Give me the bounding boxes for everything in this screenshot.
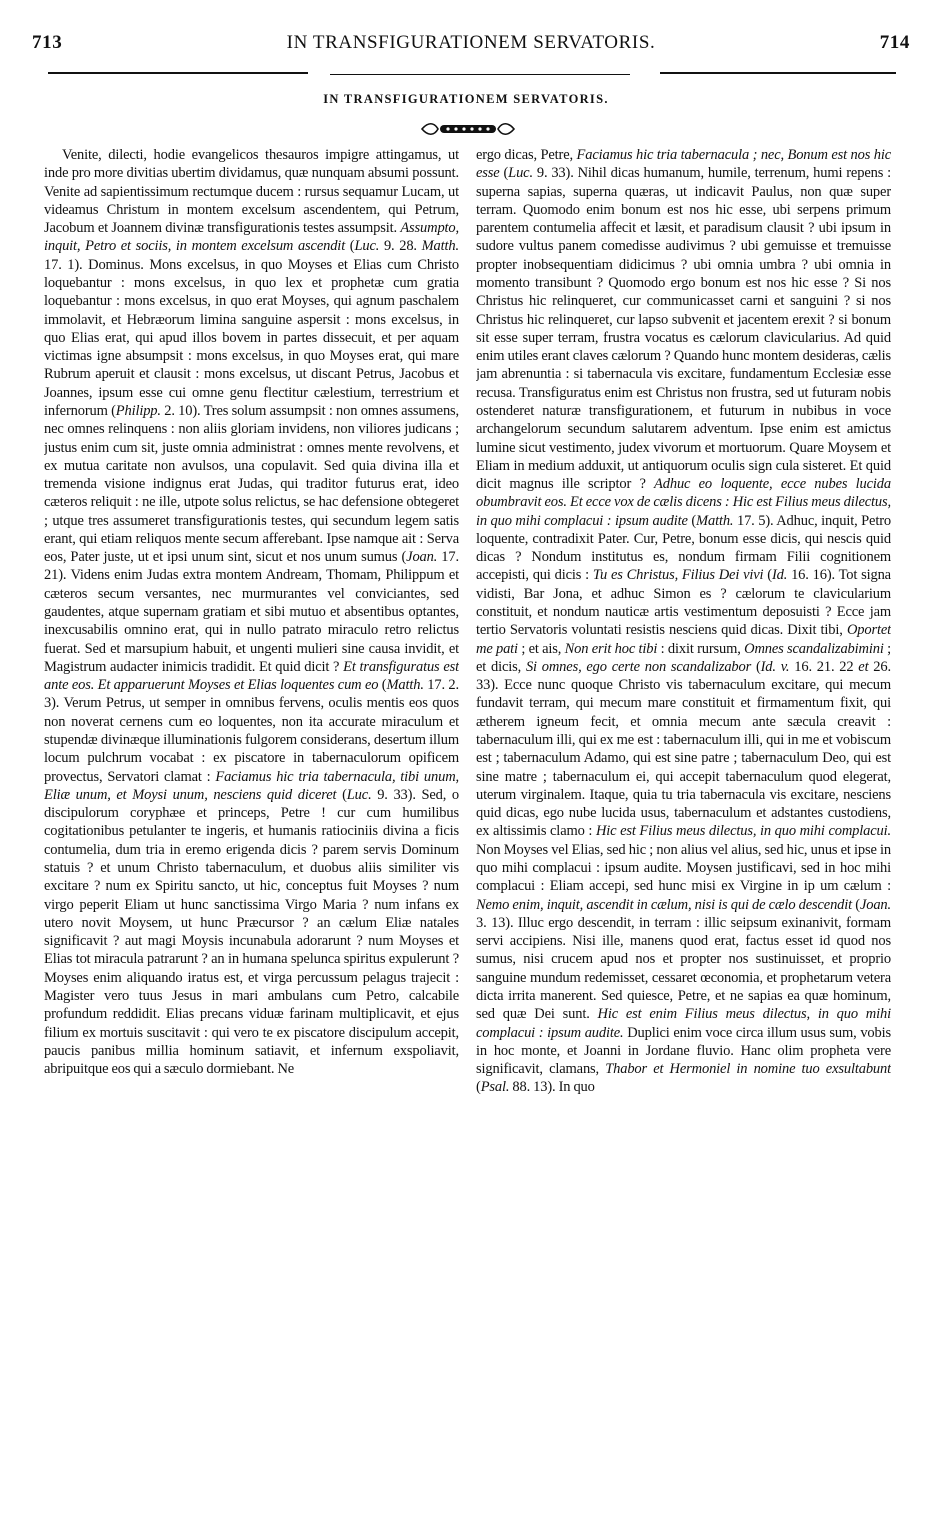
header-rule-left — [48, 72, 308, 74]
text-run: Non Moyses vel Elias, sed hic ; non alius vel alius, sed hic, unus et ipse in quo mihi complacui : ipsum audite. Moysen justificavi, sed in hoc mihi complacui : Eliam accepi, sed hunc misi ex Virgine in ip um cælum : — [476, 841, 891, 895]
text-run: ( — [378, 677, 387, 694]
text-run: 2. 10). Tres solum assumpsit : non omnes assumens, nec omnes relinquens : non aliis gloriam invidens, non viliores judicans ; justus enim cum sit, juste omnia administrat : omnes mente revolvens, et ex mutua caritate non avulsos, una copulavit. Sed quia divina illa et tremenda visione indignus erat Judas, qui traditor futurus erat, ideo cæteros reliquit : ne ille, utpote solus relictus, se hac defensione obtegeret ; utque tres assumeret transfigurationis testes, qui secundum legem satis erant, qui etiam reliquos mente secum afferebant. Ipse namque ait : Serva eos, Pater juste, ut et ipsi unum sint, sicut et nos unum sumus ( — [44, 402, 459, 566]
paragraph-right — [476, 146, 891, 1097]
text-run: 3. 13). Illuc ergo descendit, in terram : illic seipsum exinanivit, formam servi accipiens. Nisi ille, manens quod erat, factus esset id quod nos sumus, nisi crucem apud nos et propter nos sustinuisset, et proprio sanguine mundum redemisset, cessaret œconomia, et prophetarum vetera dicta irrita manerent. Sed quiesce, Petre, et ne sapias ea quæ hominum, sed quæ Dei sunt. — [476, 914, 891, 1023]
text-run: Luc. — [354, 238, 380, 255]
text-column-right — [476, 146, 891, 1524]
text-run: et — [858, 658, 869, 675]
text-run: Venite, dilecti, hodie evangelicos thesauros impigre attingamus, ut inde pro more divitias ubertim dividamus, quæ nunquam absumi possunt. Venite ad sapientissimum rectumque ducem : rursus sequamur Lucam, ut videamus Christum in montem excelsum ascendentem, qui Petrum, Jacobum et Joannem divinæ transfigurationis testes assumpsit. — [44, 147, 459, 237]
text-run: 16. 21. 22 — [789, 658, 859, 675]
text-run: Philipp. — [115, 402, 161, 419]
page-number-left: 713 — [32, 32, 63, 53]
text-run: Id. v. — [760, 658, 790, 675]
paragraph-left — [44, 146, 459, 1078]
text-run: Luc. — [508, 165, 533, 182]
text-run: Thabor et Hermoniel in nomine tuo exsultabunt — [605, 1061, 891, 1078]
text-run: ( — [751, 658, 761, 675]
text-run: 17. 21). Videns enim Judas extra montem Andream, Thomam, Philippum et cæteros secum versantes, nec murmurantes vel conviciantes, sed gaudentes, atque supernam gratiam et sibi mutuo et absentibus optantes, inexcusabilis omnino erat, qui in nullo patrato miraculo retro relictus fuerat. Sed et marsupium habuit, et ungenti mulieri sine causa invidit, et Magistrum audacter inimicis tradidit. Et quid dicit ? — [44, 549, 459, 675]
text-run: 17. 1). Dominus. Mons excelsus, in quo Moyses et Elias cum Christo loquebantur : mons excelsus, in quo lex et prophetæ cum gratia loquebantur : mons excelsus, in quo erat Moyses, qui agnum paschalem immolavit, et Hebræorum limina sanguine aspersit : mons excelsus, in quo Elias erat, qui apud illos bovem in partes dissecuit, et per aquam victimas igne absumpsit : mons excelsus, in quo Moyses erat, qui mare Rubrum aperuit et clausit : mons excelsus, ut discant Petrus, Jacobus et Joannes, ipsum esse cui omne genu flectitur cælestium, terrestrium et infernorum ( — [44, 256, 459, 419]
running-title: IN TRANSFIGURATIONEM SERVATORIS. — [286, 32, 656, 53]
text-run: ( — [852, 896, 860, 913]
section-title: IN TRANSFIGURATIONEM SERVATORIS. — [323, 92, 609, 106]
text-run: ( — [476, 1079, 481, 1096]
text-run: Faciamus hic tria tabernacula, tibi unum, Eliæ unum, et Moysi unum, nesciens quid diceret — [44, 768, 459, 803]
text-run: ( — [499, 165, 509, 182]
text-run: : dixit rursum, — [657, 640, 745, 657]
text-run: Joan. — [406, 549, 438, 566]
text-run: Assumpto, inquit, Petro et sociis, in montem excelsum ascendit — [44, 220, 459, 255]
text-run: Oportet me pati — [476, 622, 891, 657]
text-run: Hic est Filius meus dilectus, in quo mihi complacui. — [595, 823, 891, 840]
text-run: Et transfiguratus est ante eos. Et apparuerunt Moyses et Elias loquentes cum eo — [44, 658, 459, 694]
fleuron-ornament-icon — [418, 120, 518, 138]
text-run: Non erit hoc tibi — [564, 640, 658, 657]
text-run: 9. 28. — [379, 238, 422, 255]
text-run: Joan. — [859, 896, 891, 913]
text-run: 9. 33). Sed, o discipulorum coryphæe et princeps, Petre ! cur cum humilibus cogitationibus petulanter te ingeris, et humanis ratiociniis divina a ficis contumelia, dum tria in eremo erigenda dicis ? parem servis Dominum statuis ? et unum Christo tabernaculum, et duobus aliis similiter vis excitare ? num ex Spiritu sancto, ut hic, conceptus fuit Moyses ? num virgo peperit Eliam ut hunc sanctissima Virgo Maria ? num infans ex utero novit Moysem, ut hunc Præcursor ? an cælum Eliæ natales significavit ? aut magi Moysis incunabula adorarunt ? num Moyses et Elias tot miracula patrarunt ? an in humana spelunca spiritus expulerunt ? Moyses enim aliquando iratus est, et virga percussum pelagus trajecit : Magister vero tuus Jesus in mari ambulans cum Petro, calcabile profundum reddidit. Elias precans viduæ farinam multiplicavit, et ejus filium ex mortuis suscitavit : qui vero te ex piscatore discipulum accepit, paucis panibus millia hominum satiavit, et infernum exspoliavit, abripuitque eos qui a sæculo dormiebant. Ne — [44, 786, 459, 1078]
text-run: ( — [687, 512, 697, 529]
text-run: Adhuc eo loquente, ecce nubes lucida obumbravit eos. Et ecce vox de cælis dicens : Hic est Filius meus dilectus, in quo mihi complacui : ipsum audite — [476, 476, 891, 529]
page-number-right: 714 — [879, 32, 910, 53]
text-column-left — [44, 146, 459, 1524]
text-run: ergo dicas, Petre, — [476, 147, 577, 163]
text-run: ( — [763, 567, 772, 584]
text-run: ; et ais, — [517, 640, 565, 657]
text-run: Luc. — [346, 786, 372, 803]
text-run: 16. 16). Tot signa vidisti, Bar Jona, et adhuc Simon es ? cælorum te clavicularium constituit, et nondum nauticæ artis vestimentum deposuisti ? Ecce jam tertio Servatoris voluntati resistis nesciens quid dicas. Dixit tibi, — [476, 567, 891, 639]
text-run: Omnes scandalizabimini — [744, 640, 884, 657]
text-run: Tu es Christus, Filius Dei vivi — [592, 567, 764, 584]
text-run: ( — [336, 786, 347, 803]
text-run: Hic est enim Filius meus dilectus, in quo mihi complacui : ipsum audite. — [476, 1006, 891, 1041]
text-run: ; et dicis, — [476, 640, 891, 675]
text-run: ( — [345, 238, 355, 255]
text-run: Nemo enim, inquit, ascendit in cælum, nisi is qui de cælo descendit — [476, 896, 853, 913]
header-rule-right — [660, 72, 896, 74]
text-run: Si omnes, ego certe non scandalizabor — [525, 658, 752, 675]
text-run: 9. 33). Nihil dicas humanum, humile, terrenum, humi repens : superna sapias, superna quæras, ut indicavit Paulus, non quæ super terram. Quomodo enim bonum est nos hic esse, ubi serpens primum parentem contumelia affecit et læsit, et paradisum clausit ? ubi ipsum in sudore vultus panem comedisse audivimus ? ubi gemuisse et tremuisse propter inobsequentiam didicimus ? ubi omnia umbra ? ubi omnia in momento transibunt ? Quomodo ergo bonum est nos hic esse ? Si nos Christus hic relinqueret, cur communicasset carni et sanguini ? si nos Christus hic relinqueret, cur lapso subvenit et jacentem erexit ? si bonum sit esse super terram, frustra vocatus es cælorum clavicularius. Ad quid enim utiles erant claves cælorum ? Quando hunc montem desideras, cælis jam abrenuntia : si tabernacula vis excitare, fundamentum Ecclesiæ esse recusa. Transfiguratus enim est Christus non frustra, sed ut futuram nobis ostenderet naturæ transfigurationem, et futurum in nubibus in voce archangelorum secundum salutarem adventum. Ipse enim est amictus lumine sicut vestimento, judex vivorum et mortuorum. Quare Moysem et Eliam in medium adduxit, ut antiquorum oculis sign cula sisteret. Et quid dicit magnus ille scriptor ? — [476, 165, 891, 493]
running-head — [32, 32, 910, 58]
text-run: Duplici enim voce circa illum usus sum, vobis in hoc monte, et Joanni in Jordane fluvio. Hanc olim propheta vere significavit, clamans, — [476, 1024, 891, 1078]
header-rule-center — [330, 74, 630, 75]
text-run: 17. 2. 3). Verum Petrus, ut semper in omnibus fervens, oculis mentis eos quos non noverat cernens cum eo loquentes, non ita accurate miraculum et stupendæ divinæque illuminationis fulgorem considerans, desertum illum locum pulchrum vocabat : ex piscatore in tabernaculorum opificem provectus, Servatori clamat : — [44, 677, 459, 785]
text-run: Psal. — [480, 1079, 510, 1096]
text-run: 17. 5). Adhuc, inquit, Petro loquente, contradixit Pater. Cur, Petre, bonum esse dicis, qui nescis quid dicas ? Nondum institutus es, nondum firmam Filii cognitionem accepisti, qui dicis : — [476, 512, 891, 584]
text-run: Matth. — [696, 512, 734, 529]
text-run: Id. — [771, 567, 788, 584]
text-run: 88. 13). In quo — [509, 1079, 595, 1096]
text-run: Faciamus hic tria tabernacula ; nec, Bonum est nos hic esse — [476, 147, 891, 182]
text-run: 26. 33). Ecce nunc quoque Christo vis tabernaculum excitare, qui mecum fundavit terram, qui mecum mare constituit et firmamentum fixit, qui ætherem igneum fecit, et omnia mecum ante sæcula creavit : tabernaculum illi, qui ex me est : tabernaculum illi, qui in me et vobiscum est ; tabernaculum Adamo, qui est sine patre ; tabernaculum Deo, qui est sine matre ; tabernaculum ei, qui accepit tabernaculum quod elegerat, uterum virginalem. Itaque, quia tu tria tabernacula vis excitare, nesciens quid dicas, ego nube lucida usus, tabernaculum et adstantes custodiens, ex altissimis clamo : — [476, 658, 891, 840]
text-run: Matth. — [386, 677, 424, 694]
text-run: Matth. — [421, 238, 459, 255]
